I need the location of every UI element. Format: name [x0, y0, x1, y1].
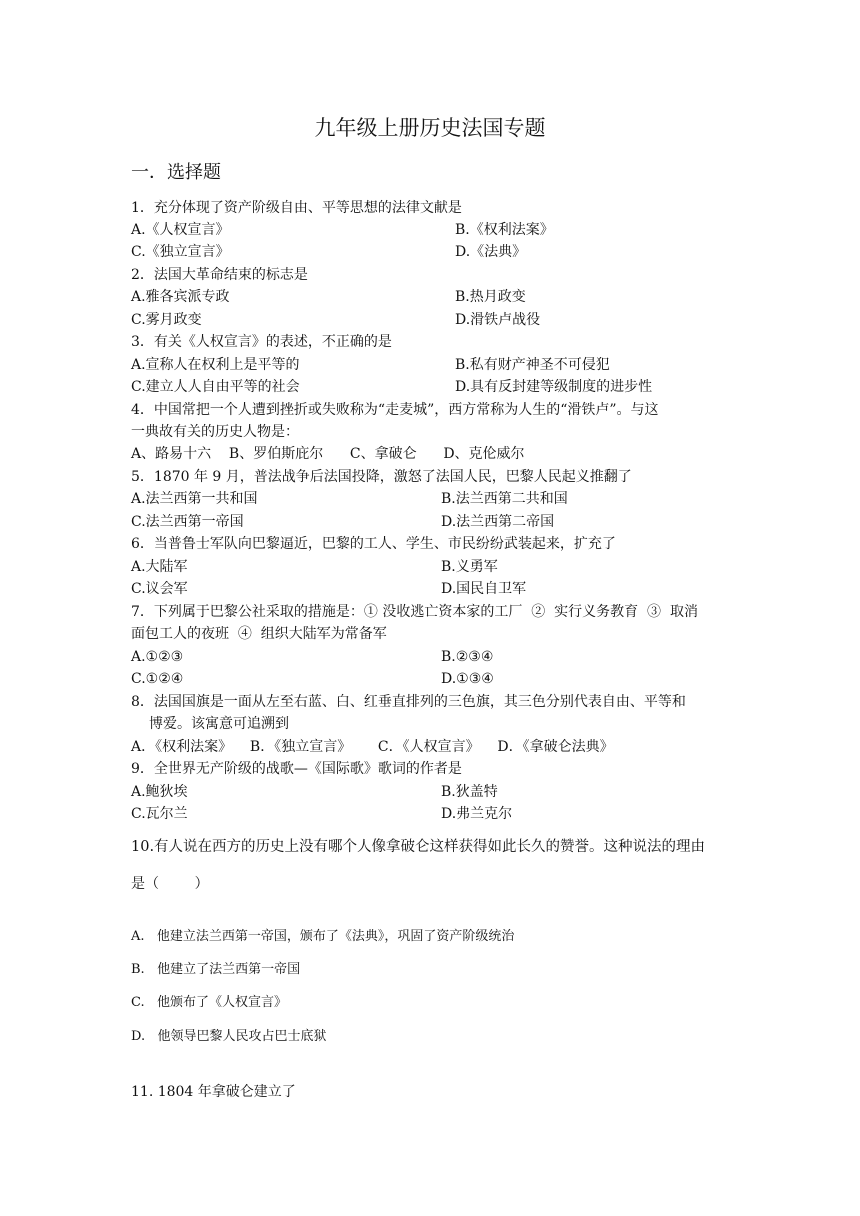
- question-5-option-c: C.法兰西第一帝国: [131, 514, 244, 530]
- question-3-option-d: D.具有反封建等级制度的进步性: [455, 379, 653, 395]
- question-1-option-a: A.《人权宣言》: [131, 222, 230, 238]
- question-9-option-a: A.鲍狄埃: [131, 784, 188, 800]
- question-2-option-b: B.热月政变: [455, 289, 526, 305]
- question-1-option-c: C.《独立宣言》: [131, 244, 230, 260]
- question-9-stem: 9．全世界无产阶级的战歌—《国际歌》歌词的作者是: [131, 761, 462, 777]
- question-4-options: A、路易十六 B、罗伯斯庇尔 C、拿破仑 D、克伦威尔: [131, 446, 525, 462]
- question-7-option-d: D.①③④: [441, 671, 494, 687]
- question-9-option-d: D.弗兰克尔: [441, 806, 513, 822]
- question-10-stem-line2: 是（ ）: [131, 876, 209, 892]
- question-10-stem-line1: 10.有人说在西方的历史上没有哪个人像拿破仑这样获得如此长久的赞誉。这种说法的理由: [131, 839, 706, 855]
- question-8-options: A．《权利法案》 B．《独立宣言》 C．《人权宣言》 D．《拿破仑法典》: [131, 739, 614, 755]
- question-4-stem-line2: 一典故有关的历史人物是：: [131, 424, 299, 440]
- question-10-option-a: A. 他建立法兰西第一帝国，颁布了《法典》，巩固了资产阶级统治: [131, 929, 515, 944]
- question-7-option-b: B.②③④: [441, 649, 494, 665]
- question-5-option-d: D.法兰西第二帝国: [441, 514, 555, 530]
- question-7-stem-line1: 7．下列属于巴黎公社采取的措施是：① 没收逃亡资本家的工厂 ② 实行义务教育 ③ 取消: [131, 604, 698, 620]
- question-1-option-d: D.《法典》: [455, 244, 527, 260]
- question-2-option-d: D.滑铁卢战役: [455, 312, 541, 328]
- question-7-option-a: A.①②③: [131, 649, 184, 665]
- question-11-stem: 11. 1804 年拿破仑建立了: [131, 1084, 296, 1100]
- question-3-option-c: C.建立人人自由平等的社会: [131, 379, 300, 395]
- question-3-stem: 3．有关《人权宣言》的表述，不正确的是: [131, 334, 392, 350]
- question-6-option-a: A.大陆军: [131, 559, 188, 575]
- question-8-stem-line1: 8．法国国旗是一面从左至右蓝、白、红垂直排列的三色旗，其三色分别代表自由、平等和: [131, 694, 686, 710]
- question-5-stem: 5．1870 年 9 月，普法战争后法国投降，激怒了法国人民，巴黎人民起义推翻了: [131, 469, 632, 485]
- question-7-option-c: C.①②④: [131, 671, 184, 687]
- question-10-option-c: C. 他颁布了《人权宣言》: [131, 995, 288, 1010]
- question-3-option-b: B.私有财产神圣不可侵犯: [455, 357, 610, 373]
- question-9-option-c: C.瓦尔兰: [131, 806, 188, 822]
- question-10-option-b: B. 他建立了法兰西第一帝国: [131, 962, 301, 977]
- question-2-option-c: C.雾月政变: [131, 312, 202, 328]
- question-5-option-b: B.法兰西第二共和国: [441, 491, 568, 507]
- question-8-stem-line2: 博爱。该寓意可追溯到: [149, 716, 289, 732]
- question-1-stem: 1．充分体现了资产阶级自由、平等思想的法律文献是: [131, 200, 462, 216]
- page-title: 九年级上册历史法国专题: [314, 116, 546, 140]
- question-6-option-c: C.议会军: [131, 581, 188, 597]
- section-heading: 一．选择题: [131, 162, 221, 183]
- question-2-option-a: A.雅各宾派专政: [131, 289, 230, 305]
- question-10-option-d: D. 他领导巴黎人民攻占巴士底狱: [131, 1029, 327, 1044]
- question-2-stem: 2．法国大革命结束的标志是: [131, 267, 308, 283]
- question-1-option-b: B.《权利法案》: [455, 222, 554, 238]
- question-4-stem-line1: 4．中国常把一个人遭到挫折或失败称为“走麦城”，西方常称为人生的“滑铁卢”。与这: [131, 402, 659, 418]
- question-9-option-b: B.狄盖特: [441, 784, 498, 800]
- question-6-stem: 6．当普鲁士军队向巴黎逼近，巴黎的工人、学生、市民纷纷武装起来，扩充了: [131, 536, 616, 552]
- question-7-stem-line2: 面包工人的夜班 ④ 组织大陆军为常备军: [131, 626, 387, 642]
- question-6-option-b: B.义勇军: [441, 559, 498, 575]
- question-3-option-a: A.宣称人在权利上是平等的: [131, 357, 300, 373]
- question-6-option-d: D.国民自卫军: [441, 581, 527, 597]
- question-5-option-a: A.法兰西第一共和国: [131, 491, 258, 507]
